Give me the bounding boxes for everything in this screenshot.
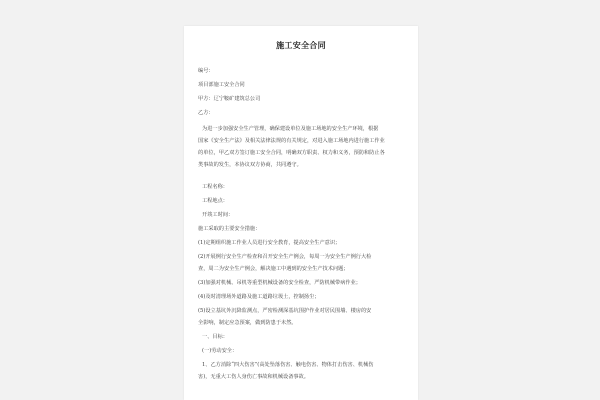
project-name-line: 项目部施工安全合同 xyxy=(198,82,245,88)
project-location-field: 工程地点： xyxy=(202,198,228,204)
safety-measures-heading: 施工采取的主要安全措施： xyxy=(198,226,261,232)
party-a-line: 甲方：辽宁鞍矿建筑总公司 xyxy=(198,96,261,102)
document-title: 施工安全合同 xyxy=(276,40,326,50)
measure-item: (3)加强对机械、吊机等重型机械设备的安全检查，严防机械带病作业； xyxy=(198,280,361,286)
schedule-field: 开竣工时间： xyxy=(202,212,234,218)
goal-item: 1、乙方消除“四大伤害”(高处坠落伤害、触电伤害、物体打击伤害、机械伤 xyxy=(202,362,374,368)
paragraph-line: 为进一步加强安全生产管理，确保建设单位及施工场地的安全生产环境，根据 xyxy=(202,126,379,132)
measure-item: 查，周二为安全生产例会，解决施工中遇到的安全生产技术问题； xyxy=(198,266,349,272)
goal-item: 害)，无重大工伤人身伤亡事故和机械设备事故。 xyxy=(198,374,309,380)
goals-heading: 一、目标： xyxy=(202,334,228,340)
contract-number-label: 编号： xyxy=(198,68,214,74)
measure-item: 全影响，制定应急预案，做到防患于未然。 xyxy=(198,320,297,326)
measure-item: (1)定期组织施工作业人员进行安全教育，提高安全生产意识； xyxy=(198,240,341,246)
paragraph-line: 类事故的发生，本协议双方协商，共同遵守。 xyxy=(198,162,302,168)
measure-item: (2)开展例行安全生产检查和召开安全生产例会，每周一为安全生产例行大检 xyxy=(198,254,372,260)
measure-item: (4)及时清理场外道路及施工道路垃圾土，控制扬尘； xyxy=(198,294,320,300)
project-name-field: 工程名称： xyxy=(202,184,228,190)
document-page xyxy=(184,26,418,400)
labor-safety-heading: (一)劳动安全： xyxy=(202,348,238,354)
party-b-line: 乙方： xyxy=(198,110,214,116)
paragraph-line: 的单位，甲乙双方签订施工安全合同，明确双方职责、权力和义务，预防和防止各 xyxy=(198,150,385,156)
measure-item: (5)设立基坑外沉降监测点，严密检测深基坑围护作业对居民围墙、楼房的安 xyxy=(198,308,372,314)
paragraph-line: 国家《安全生产法》及相关法律法规的有关规定，对进入施工场地内进行施工作业 xyxy=(198,138,385,144)
